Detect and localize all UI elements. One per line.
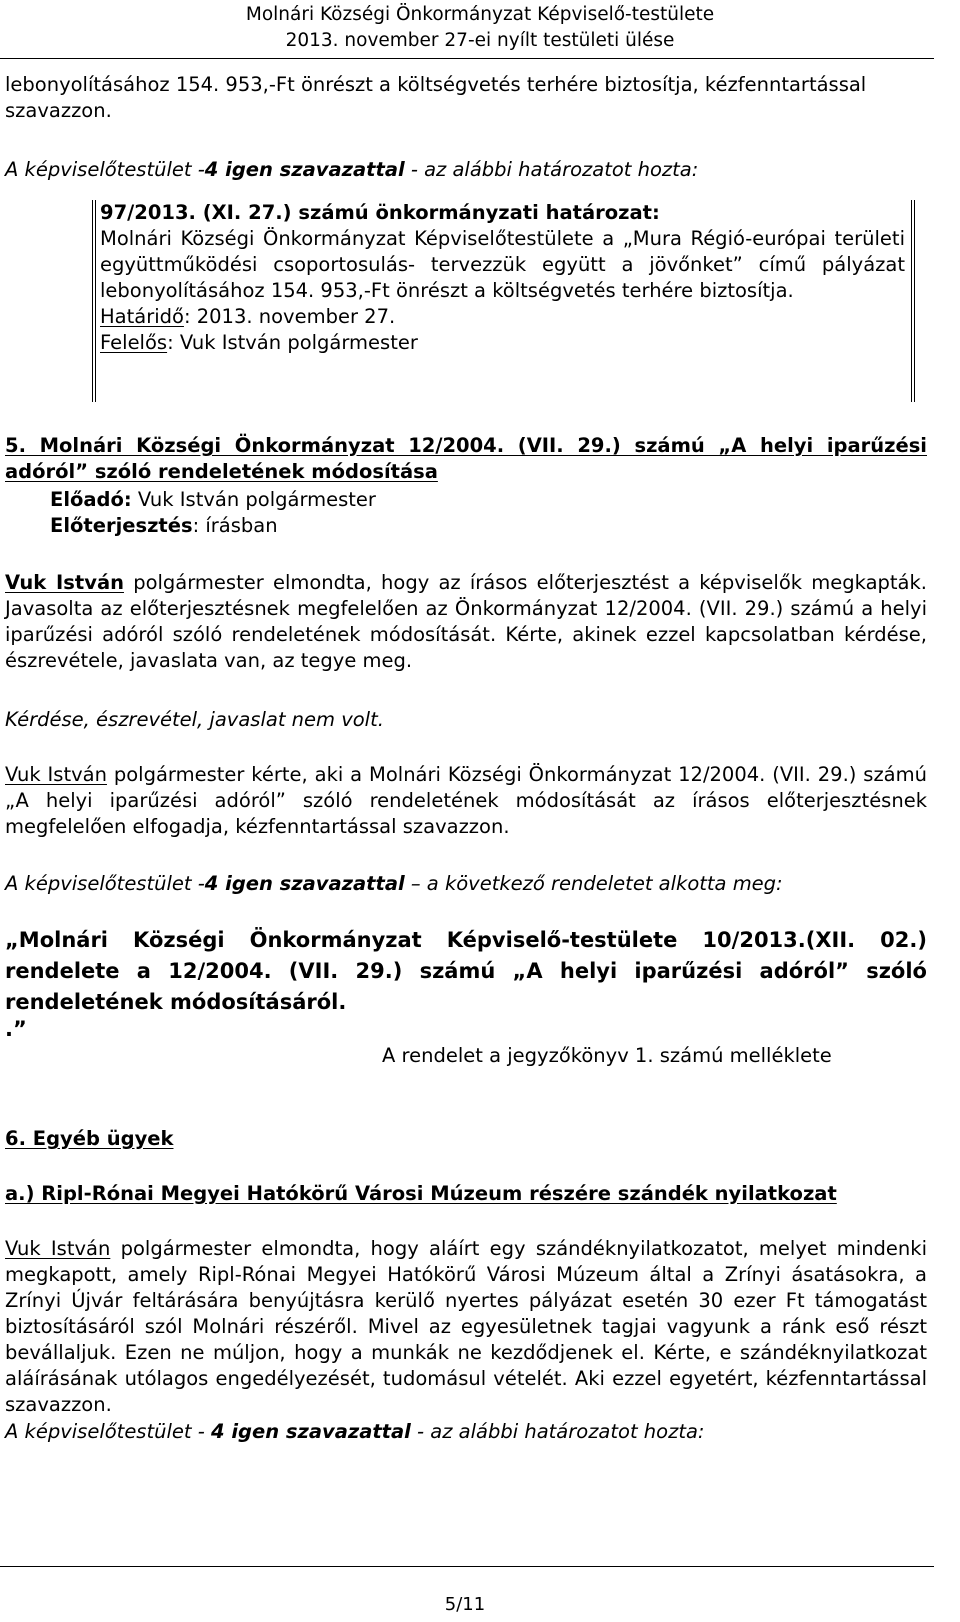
vote-prefix: A képviselőtestület - [5, 872, 205, 895]
page-header [0, 2, 960, 54]
resolution-responsible [100, 330, 905, 356]
resolution-text: Molnári Községi Önkormányzat Képviselőtestülete a „Mura Régió-európai területi együttműködési csoportosulás- tervezzük együtt a jövőnket” című pályázat lebonyolításához 154. 953,-Ft önrészt a költségvetés terhére biztosítja. [100, 227, 905, 302]
header-divider [0, 58, 934, 59]
intro-line-1: lebonyolításához 154. 953,-Ft önrészt a költségvetés terhére biztosítja, kézfenntartással [5, 73, 867, 96]
intro-line-2: szavazzon. [5, 99, 112, 122]
presenter-value: Vuk István polgármester [131, 488, 376, 511]
responsible-value: : Vuk István polgármester [167, 331, 418, 354]
vote-line-1 [5, 157, 927, 183]
vote-suffix: – a következő rendeletet alkotta meg: [404, 872, 783, 895]
decree-title [5, 925, 927, 1040]
vote-count: 4 igen szavazattal [204, 872, 405, 895]
vote-suffix: - az alábbi határozatot hozta: [410, 1420, 705, 1443]
vote-line-3 [5, 1419, 927, 1445]
deadline-value: : 2013. november 27. [183, 305, 396, 328]
paragraph-text: polgármester elmondta, hogy az írásos előterjesztést a képviselők megkapták. Javasolta az előterjesztésnek megfelelően az Önkormányzat 12/2004. (VII. 29.) számú a helyi iparűzési adóról szóló rendeletének módosítását. Kérte, akinek ezzel kapcsolatban kérdése, észrevétele, javaslata van, az tegye meg. [5, 571, 927, 672]
vote-line-2 [5, 871, 927, 897]
submission-value: : írásban [192, 514, 278, 537]
no-comment-line: Kérdése, észrevétel, javaslat nem volt. [5, 708, 384, 731]
section-5-title: 5. Molnári Községi Önkormányzat 12/2004. (VII. 29.) számú „A helyi iparűzési adóról” szóló rendeletének módosítása [5, 434, 927, 483]
responsible-label: Felelős [100, 331, 168, 354]
decree-line-1: „Molnári Községi Önkormányzat Képviselő-testülete 10/2013.(XII. 02.) [5, 928, 927, 952]
annex-note: A rendelet a jegyzőkönyv 1. számú melléklete [382, 1044, 832, 1067]
footer-divider [0, 1566, 934, 1567]
header-subtitle: 2013. november 27-ei nyílt testületi ülése [285, 30, 675, 51]
decree-line-3: rendeletének módosításáról. [5, 990, 347, 1014]
section-5-paragraph-2 [5, 762, 927, 840]
intro-paragraph [5, 72, 927, 124]
submission-label: Előterjesztés [50, 514, 193, 537]
presenter-label: Előadó: [50, 488, 132, 511]
vote-prefix: A képviselőtestület - [5, 158, 205, 181]
page-number: 5/11 [444, 1594, 486, 1615]
speaker-name: Vuk István [5, 1237, 111, 1260]
resolution-deadline [100, 304, 905, 330]
section-5-paragraph-1 [5, 570, 927, 674]
section-5-meta [5, 487, 960, 539]
speaker-name: Vuk István [5, 763, 107, 786]
vote-count: 4 igen szavazattal [204, 158, 405, 181]
vote-suffix: - az alábbi határozatot hozta: [404, 158, 699, 181]
decree-line-2: rendelete a 12/2004. (VII. 29.) számú „A helyi iparűzési adóról” szóló [5, 959, 927, 983]
vote-count: 4 igen szavazattal [210, 1420, 411, 1443]
deadline-label: Határidő [100, 305, 184, 328]
paragraph-text: polgármester kérte, aki a Molnári Községi Önkormányzat 12/2004. (VII. 29.) számú „A helyi iparűzési adóról” szóló rendeletének módosítását az írásos előterjesztésnek megfelelően elfogadja, kézfenntartással szavazzon. [5, 763, 927, 838]
vote-prefix: A képviselőtestület - [5, 1420, 211, 1443]
resolution-box [92, 200, 915, 402]
resolution-number: 97/2013. (XI. 27.) számú önkormányzati határozat: [100, 201, 660, 224]
paragraph-text: polgármester elmondta, hogy aláírt egy szándéknyilatkozatot, melyet mindenki megkapott, amely Ripl-Rónai Megyei Hatókörű Városi Múzeum által a Zrínyi ásatásokra, a Zrínyi Újvár feltárására benyújtásra kerülő nyertes pályázat esetén 30 ezer Ft támogatást biztosításáról szól Molnári részéről. Mivel az egyesületnek tagjai vagyunk a ránk eső részt bevállaljuk. Ezen ne múljon, hogy a munkák ne kezdődjenek el. Kérte, e szándéknyilatkozat aláírásának utólagos engedélyezését, tudomásul vételét. Aki ezzel egyetért, kézfenntartással szavazzon. [5, 1237, 927, 1416]
header-title: Molnári Községi Önkormányzat Képviselő-testülete [245, 4, 715, 25]
section-6-title: 6. Egyéb ügyek [5, 1127, 174, 1150]
speaker-name: Vuk István [5, 571, 124, 594]
section-6-paragraph [5, 1236, 927, 1418]
decree-end: .” [5, 1017, 27, 1041]
section-6-subtitle: a.) Ripl-Rónai Megyei Hatókörű Városi Múzeum részére szándék nyilatkozat [5, 1182, 837, 1205]
